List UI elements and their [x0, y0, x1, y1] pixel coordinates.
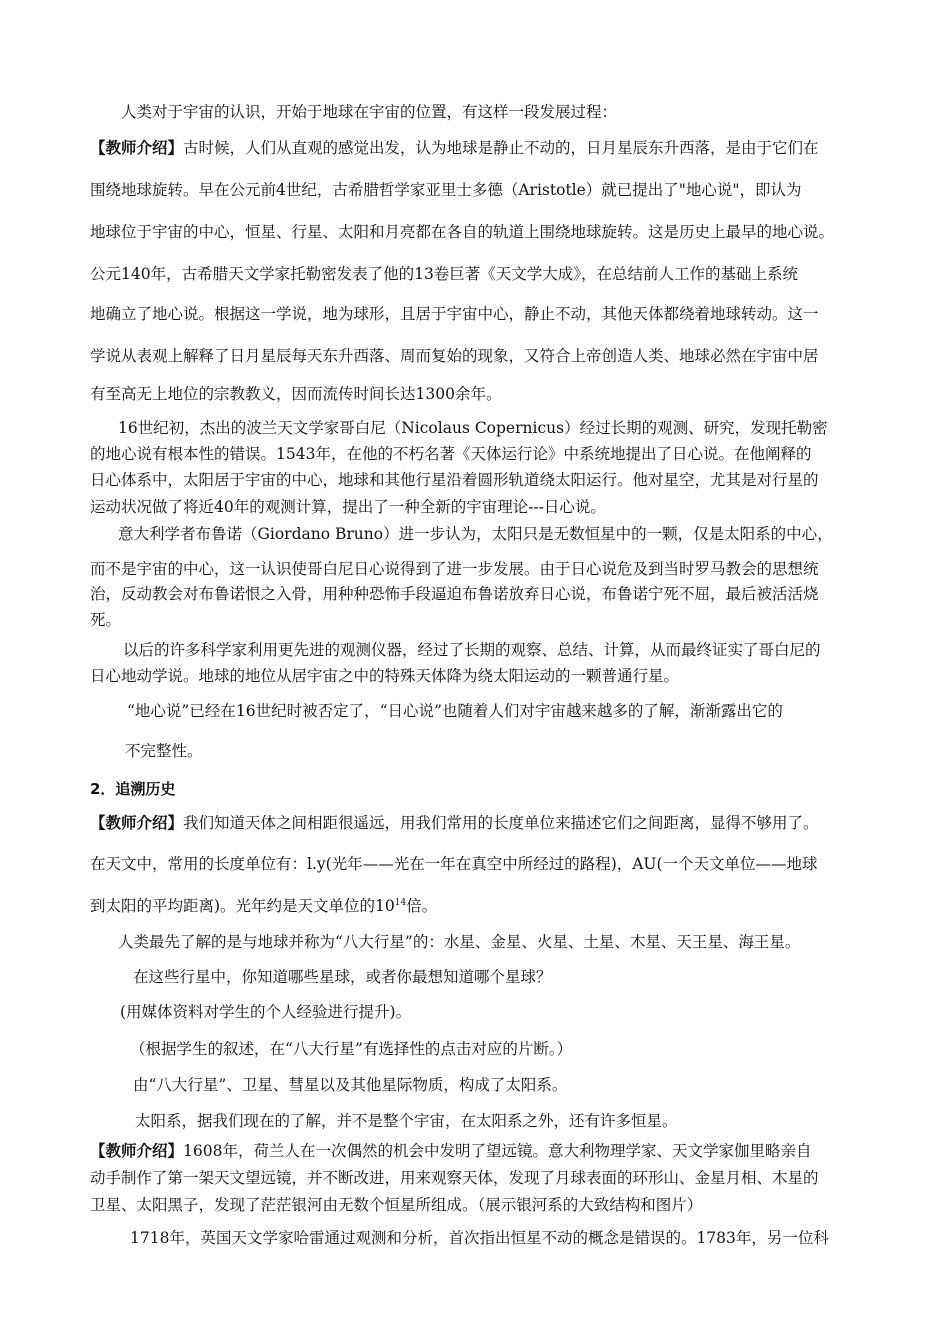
- text: 到太阳的平均距离)。光年约是天文单位的10: [90, 897, 395, 915]
- paragraph-geocentric-line-4: 公元140年，古希腊天文学家托勒密发表了他的13卷巨著《天文学大成》，在总结前人工作的基础上系统: [90, 265, 799, 283]
- paragraph-solar-system: 由“八大行星”、卫星、彗星以及其他星际物质，构成了太阳系。: [133, 1076, 568, 1094]
- paragraph-later-scientists-line-1: 以后的许多科学家利用更先进的观测仪器，经过了长期的观察、总结、计算，从而最终证实了哥白尼的: [123, 641, 821, 659]
- text: 古时候，人们从直观的感觉出发，认为地球是静止不动的，日月星辰东升西落，是由于它们在: [183, 139, 819, 157]
- text: 1608年，荷兰人在一次偶然的机会中发明了望远镜。意大利物理学家、天文学家伽里略亲自: [183, 1142, 812, 1160]
- superscript-exponent: 14: [394, 897, 407, 908]
- paragraph-distance-line-3: [90, 895, 895, 917]
- paragraph-click-note: （根据学生的叙述，在“八大行星”有选择性的点击对应的片断。）: [130, 1040, 573, 1058]
- section-heading-trace-history: 2．追溯历史: [90, 780, 176, 798]
- paragraph-conclusion-line-1: “地心说”已经在16世纪时被否定了，“日心说”也随着人们对宇宙越来越多的了解，渐渐露出它的: [127, 702, 783, 720]
- paragraph-geocentric-line-7: 有至高无上地位的宗教教义，因而流传时间长达1300余年。: [90, 385, 502, 403]
- paragraph-bruno-line-1: 意大利学者布鲁诺（Giordano Bruno）进一步认为，太阳只是无数恒星中的一颗，仅是太阳系的中心，: [118, 525, 833, 543]
- intro-paragraph: 人类对于宇宙的认识，开始于地球在宇宙的位置，有这样一段发展过程：: [121, 103, 618, 121]
- paragraph-bruno-line-3: 治，反动教会对布鲁诺恨之入骨，用种种恐怖手段逼迫布鲁诺放弃日心说，布鲁诺宁死不屈，最后被活活烧: [90, 585, 819, 603]
- paragraph-copernicus-line-1: 16世纪初，杰出的波兰天文学家哥白尼（Nicolaus Copernicus）经过长期的观测、研究，发现托勒密: [118, 419, 828, 437]
- paragraph-telescope-line-1: [90, 1140, 895, 1162]
- teacher-intro-label: 【教师介绍】: [90, 1141, 184, 1160]
- paragraph-telescope-line-3: 卫星、太阳黑子，发现了茫茫银河由无数个恒星所组成。（展示银河系的大致结构和图片）: [90, 1196, 703, 1214]
- paragraph-later-scientists-line-2: 日心地动学说。地球的地位从居宇宙之中的特殊天体降为绕太阳运动的一颗普通行星。: [90, 667, 680, 685]
- paragraph-halley-line-1: 1718年，英国天文学家哈雷通过观测和分析，首次指出恒星不动的概念是错误的。1783年，另一位科: [130, 1229, 829, 1247]
- paragraph-question: 在这些行星中，你知道哪些星球，或者你最想知道哪个星球？: [133, 968, 552, 986]
- paragraph-media-note: (用媒体资料对学生的个人经验进行提升)。: [120, 1003, 412, 1021]
- paragraph-beyond-solar-system: 太阳系，据我们现在的了解，并不是整个宇宙，在太阳系之外，还有许多恒星。: [135, 1112, 678, 1130]
- paragraph-geocentric-line-5: 地确立了地心说。根据这一学说，地为球形，且居于宇宙中心，静止不动，其他天体都绕着地球转动。这一: [90, 305, 819, 323]
- paragraph-telescope-line-2: 动手制作了第一架天文望远镜，并不断改进，用来观察天体，发现了月球表面的环形山、金星月相、木星的: [90, 1169, 819, 1187]
- paragraph-geocentric-line-1: [90, 137, 895, 159]
- paragraph-bruno-line-2: 而不是宇宙的中心，这一认识使哥白尼日心说得到了进一步发展。由于日心说危及到当时罗马教会的思想统: [90, 560, 819, 578]
- paragraph-copernicus-line-3: 日心体系中，太阳居于宇宙的中心，地球和其他行星沿着圆形轨道绕太阳运行。他对星空，尤其是对行星的: [90, 471, 819, 489]
- paragraph-conclusion-line-2: 不完整性。: [125, 742, 203, 760]
- paragraph-geocentric-line-6: 学说从表观上解释了日月星辰每天东升西落、周而复始的现象，又符合上帝创造人类、地球必然在宇宙中居: [90, 347, 819, 365]
- paragraph-distance-line-2: 在天文中，常用的长度单位有：l.y(光年——光在一年在真空中所经过的路程)，AU(一个天文单位——地球: [90, 855, 818, 873]
- text: 倍。: [406, 897, 438, 915]
- paragraph-geocentric-line-2: 围绕地球旋转。早在公元前4世纪，古希腊哲学家亚里士多德（Aristotle）就已提出了"地心说"，即认为: [90, 181, 802, 199]
- paragraph-copernicus-line-4: 运动状况做了将近40年的观测计算，提出了一种全新的宇宙理论---日心说。: [90, 498, 606, 516]
- text: 我们知道天体之间相距很遥远，用我们常用的长度单位来描述它们之间距离，显得不够用了。: [183, 814, 819, 832]
- paragraph-bruno-line-4: 死。: [90, 611, 122, 629]
- paragraph-geocentric-line-3: 地球位于宇宙的中心，恒星、行星、太阳和月亮都在各自的轨道上围绕地球旋转。这是历史上最早的地心说。: [90, 223, 835, 241]
- paragraph-distance-line-1: [90, 812, 895, 834]
- teacher-intro-label: 【教师介绍】: [90, 138, 184, 157]
- paragraph-eight-planets: 人类最先了解的是与地球并称为“八大行星”的：水星、金星、火星、土星、木星、天王星、海王星。: [118, 933, 801, 951]
- teacher-intro-label: 【教师介绍】: [90, 813, 184, 832]
- paragraph-copernicus-line-2: 的地心说有根本性的错误。1543年，在他的不朽名著《天体运行论》中系统地提出了日心说。在他阐释的: [90, 445, 812, 463]
